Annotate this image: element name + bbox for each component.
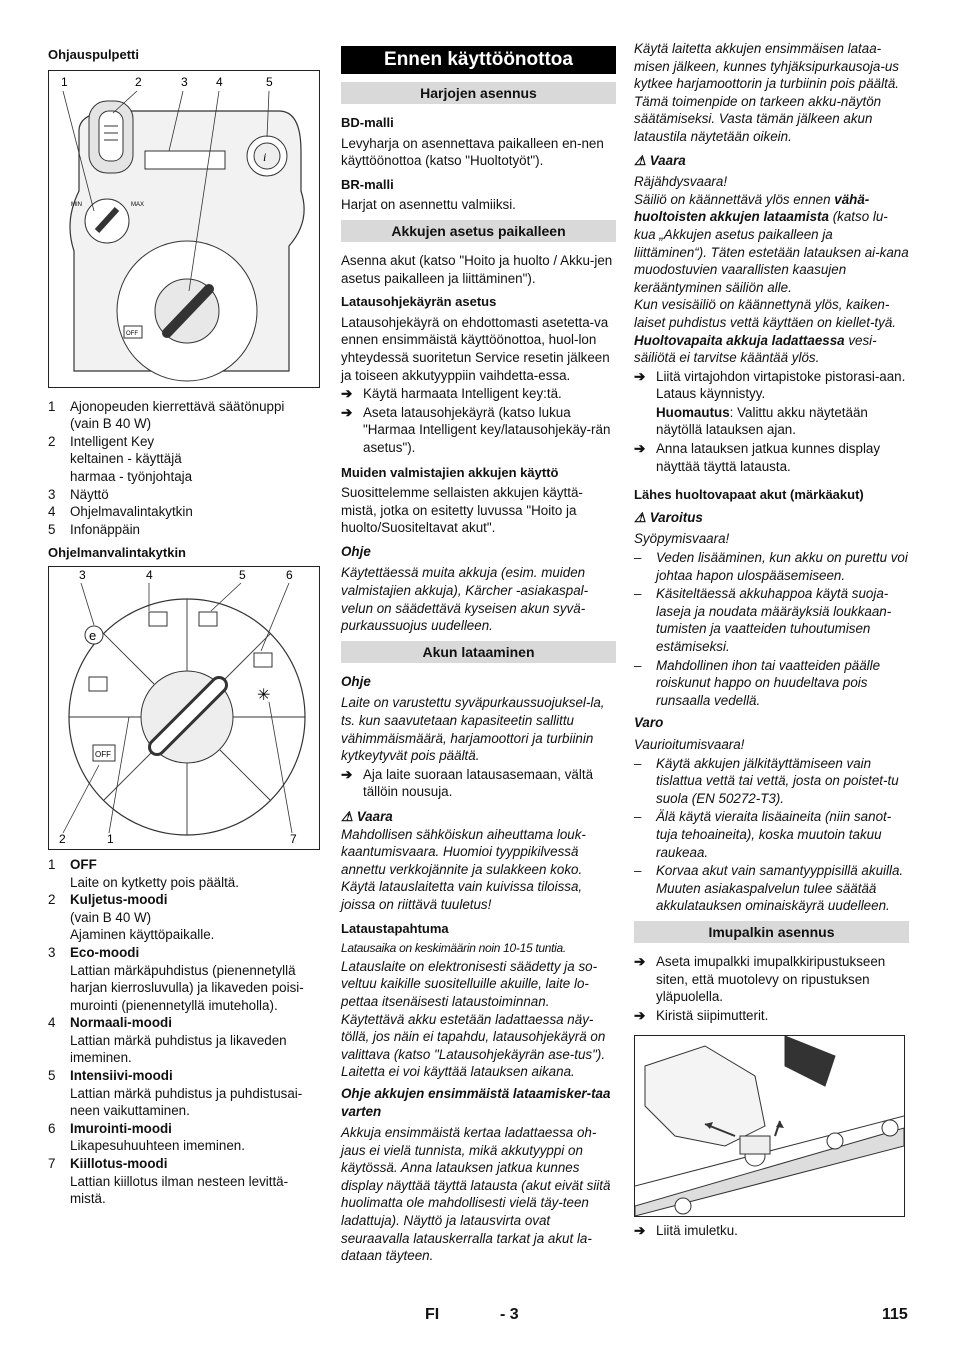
mode-item: 6 Imurointi-moodi [48,1120,172,1136]
varo-heading: Varo [634,715,664,731]
danger-text: Mahdollisen sähköiskun aiheuttama louk-kaantumisvaara. Huomioi tyyppikilvessä annettu verkkojännite ja sulakkeen koko. Käytä latauslaitetta vain kuivissa tiloissa, joissa on riittävä tuuletus! [341,826,586,912]
varo-item: – Älä käytä vieraita lisäaineita (niin sanot-tuja tehoaineita), koska muutoin takuu raukeaa. [634,809,892,860]
arrow-icon: ➔ [634,953,646,969]
note2-heading: Ohje [341,673,371,689]
mode-desc: Lattian märkä puhdistus ja likaveden imeminen. [70,1032,287,1066]
varo-sub: Vaurioitumisvaara! [634,736,745,752]
intro-text: Käytä laitetta akkujen ensimmäisen lataa-misen jälkeen, kunnes tyhjäksipurkausoja-us kytkee harjamoottorin ja turbiinin pois päältä. Tämä toimenpide on tarkeen akku-näytön säätämiseksi. Vasta tämän jälkeen akun lataustila näytetään oikein. [634,41,899,144]
step: ➔ Aja laite suoraan latausasemaan, vältä tällöin nousuja. [341,766,594,800]
subsection-batteries: Akkujen asetus paikalleen [341,220,616,242]
process-text-2: Laitetta ei voi käyttää latauksen aikana. [341,1064,575,1080]
mode-desc: Lattian kiillotus ilman nesteen levittä-mistä. [70,1173,289,1207]
danger-line-3: Kun vesisäiliö on käännettynä ylös, kaiken-laiset puhdistus vettä käyttäen on kiellet-tyä. [634,297,897,330]
mode-desc: Ajaminen käyttöpaikalle. [70,927,215,943]
mode-desc: Laite on kytketty pois päältä. [70,874,239,890]
squeegee-drawing [635,1036,904,1216]
callout-2: 2 [135,74,142,89]
callout-7: 7 [290,831,297,846]
legend-item: (vain B 40 W) [70,416,152,432]
callout-3: 3 [79,567,86,582]
step: ➔ Liitä virtajohdon virtapistoke pistorasi-aan. Lataus käynnistyy. [634,368,906,402]
footer-language: FI [425,1306,440,1323]
arrow-icon: ➔ [341,766,353,782]
process-text: Latauslaite on elektronisesti säädetty ja so-veltuu kaikille suositelluille akuille, laite lo-pettaa itsenäisesti lataustoiminnan. Käytettävä akku estetään ladattaessa näy-töllä, jos näin ei tapahdu, latausohjekäyrä on valittava (katso "Latausohjekäyrän ase-tus"). [341,958,606,1062]
mode-item: 1 OFF [48,856,97,872]
caution-item: – Veden lisääminen, kun akku on purettu voi johtaa hapon ulospääsemiseen. [634,550,908,583]
callout-4: 4 [146,567,153,582]
subsection-charging: Akun lataaminen [341,641,616,663]
callout-5: 5 [239,567,246,582]
danger-line-1: Räjähdysvaara! [634,174,728,190]
modes-legend [48,856,320,1208]
danger-heading: ⚠ Vaara [634,152,686,168]
callout-2: 2 [59,831,66,846]
wet-batt-heading: Lähes huoltovapaat akut (märkäakut) [634,487,864,503]
step: ➔ Anna latauksen jatkua kunnes display näyttää täyttä latausta. [634,441,881,474]
console-legend [48,398,320,539]
squeegee-figure [634,1035,905,1217]
maint-free-text: Huoltovapaita akkuja ladattaessa vesi-säiliötä ei tarvitse kääntää ylös. [634,332,877,366]
fig1-off-label: OFF [126,330,138,337]
legend-item: harmaa - työnjohtaja [70,468,193,484]
arrow-icon: ➔ [634,1223,646,1239]
warning-triangle-icon: ⚠ [341,809,354,824]
caution-sub: Syöpymisvaara! [634,531,730,547]
caution-heading: ⚠ Varoitus [634,509,703,525]
svg-text:e: e [89,627,97,643]
subsection-brushes: Harjojen asennus [341,82,616,104]
callout-5: 5 [266,74,273,89]
footer-page-number: 115 [882,1306,908,1323]
step-note: Huomautus: Valittu akku näytetään näytöllä latauksen ajan. [656,404,868,438]
step: ➔ Aseta imupalkki imupalkkiripustukseen siten, että muotolevy on ripustuksen yläpuolella. [634,953,886,1005]
mode-item: 7 Kiillotus-moodi [48,1156,168,1172]
note-heading: Ohje [341,543,371,559]
legend-item: 3 Näyttö [48,486,109,502]
column-1 [48,40,320,1208]
legend-item: keltainen - käyttäjä [70,451,182,467]
note2-text: Laite on varustettu syväpurkaussuojuksel-la, ts. kun saavutetaan kapasiteetin sallittu vähimmäismäärä, harjamoottori ja turbiinin kytkeytyvät pois päältä. [341,695,605,764]
other-batt-heading: Muiden valmistajien akkujen käyttö [341,464,559,480]
legend-item: 1 Ajonopeuden kierrettävä säätönuppi [48,398,285,414]
svg-text:✳: ✳ [257,684,271,704]
legend-item: 4 Ohjelmavalintakytkin [48,504,193,520]
callout-1: 1 [61,74,68,89]
mode-desc: (vain B 40 W) [70,909,152,925]
step: ➔ Liitä imuletku. [634,1223,738,1239]
process-heading: Lataustapahtuma [341,920,449,936]
callout-6: 6 [286,567,293,582]
mode-desc: Likapesuhuuhteen imeminen. [70,1138,245,1154]
caution-item: – Käsiteltäessä akkuhappoa käytä suoja-laseja ja noudata määräyksiä loukkaan-tumisten ja vaatteiden tuhoutumisen estämiseksi. [634,586,892,654]
charger-text: Latausohjekäyrä on ehdottomasti asetetta-va ennen ensimmäistä käyttöönottoa, huol-lon yhteydessä suoritetun Service resetin jälkeen ja toiseen akkutyyppiin vaihdetta-essa. [341,314,610,383]
mode-item: 3 Eco-moodi [48,944,140,960]
bd-text: Levyharja on asennettava paikalleen en-nen käyttöönottoa (katso "Huoltotyöt"). [341,135,604,169]
arrow-icon: ➔ [634,1007,646,1023]
knob-max-label: MAX [131,201,145,208]
selector-drawing [49,567,319,849]
mode-item: 4 Normaali-moodi [48,1015,172,1031]
column-2 [341,40,616,1265]
mode-desc: Lattian märkä puhdistus ja puhdistusai-neen vaikuttaminen. [70,1085,303,1119]
note-text: Käytettäessä muita akkuja (esim. muiden valmistajien akkuja), Kärcher -asiakaspal-velun on säädettävä kyseisen akun syvä-purkaussuojus uudelleen. [341,565,589,634]
other-batt-text: Suosittelemme sellaisten akkujen käyttä-mistä, jotka on esitetty luvussa "Hoito ja huolto/Suositeltavat akut". [341,485,583,536]
legend-item: 5 Infonäppäin [48,521,140,537]
selector-figure [48,566,320,850]
first-charge-text: Akkuja ensimmäistä kertaa ladattaessa oh-jaus ei vielä tunnista, mikä akkutyyppi on käytössä. Anna latauksen jatkua kunnes display näyttää täyttä latausta (akut eivät siitä huolimatta ole mahdollisesti vielä täy-teen ladattuja). Näyttö ja latausvirta ovat seuraavalla latauskerralla tarkat ja akut la-dataan täyteen. [341,1125,611,1264]
charger-heading: Latausohjekäyrän asetus [341,294,497,310]
callout-1: 1 [107,831,114,846]
first-charge-heading: Ohje akkujen ensimmäistä lataamisker-taa varten [341,1085,611,1119]
knob-min-label: MIN [71,201,82,208]
callout-3: 3 [181,74,188,89]
section-title: Ennen käyttöönottoa [341,46,616,74]
br-text: Harjat on asennettu valmiiksi. [341,197,516,213]
warning-triangle-icon: ⚠ [634,152,647,168]
console-figure [48,70,320,388]
arrow-icon: ➔ [341,404,353,420]
arrow-icon: ➔ [634,368,646,384]
arrow-icon: ➔ [634,441,646,457]
callout-4: 4 [216,74,223,89]
danger-line-2: Säiliö on käännettävä ylös ennen vähä-huoltoisten akkujen lataamista (katso lu-kua „Akkujen asetus paikalleen ja liittäminen“). Täten estetään latauksen ai-kana muodostuvien vaarallisten kaasujen kerääntyminen säiliön alle. [634,191,909,295]
svg-text:i: i [263,149,267,164]
process-sub: Latausaika on keskimäärin noin 10-15 tuntia. [341,941,566,956]
fig2-off-label: OFF [95,749,111,759]
selector-heading: Ohjelmanvalintakytkin [48,545,186,561]
br-heading: BR-malli [341,176,394,192]
console-heading: Ohjauspulpetti [48,47,139,62]
arrow-icon: ➔ [341,386,353,402]
step: ➔ Kiristä siipimutterit. [634,1007,769,1023]
danger-heading: ⚠ Vaara [341,809,393,824]
caution-item: – Mahdollinen ihon tai vaatteiden päälle roiskunut happo on huudeltava pois runsaalla vedellä. [634,657,881,708]
batt-text: Asenna akut (katso "Hoito ja huolto / Akku-jen asetus paikalleen ja liittäminen"). [341,252,613,286]
step: ➔ Aseta latausohjekäyrä (katso lukua "Harmaa Intelligent key/latausohjekäy-rän asetus"). [341,404,611,455]
varo-item: – Käytä akkujen jälkitäyttämiseen vain tislattua vettä tai vettä, josta on poistet-tu suola (EN 50272-T3). [634,755,899,806]
column-3 [634,40,909,1241]
mode-desc: Lattian märkäpuhdistus (pienennetyllä harjan kierrosluvulla) ja likaveden poisi-murointi (pienennetyllä imuteholla). [70,962,304,1013]
console-drawing [49,71,319,387]
varo-item: – Korvaa akut vain samantyyppisillä akuilla. Muuten asiakaspalvelun tulee säätää akkulatauksen ominaiskäyrä uudelleen. [634,863,904,914]
subsection-squeegee: Imupalkin asennus [634,921,909,943]
footer-chapter-page: - 3 [500,1306,519,1323]
warning-triangle-icon: ⚠ [634,509,647,525]
bd-heading: BD-malli [341,115,394,130]
mode-item: 5 Intensiivi-moodi [48,1068,173,1084]
legend-item: 2 Intelligent Key [48,433,155,449]
step: ➔ Käytä harmaata Intelligent key:tä. [341,386,562,402]
mode-item: 2 Kuljetus-moodi [48,892,168,908]
